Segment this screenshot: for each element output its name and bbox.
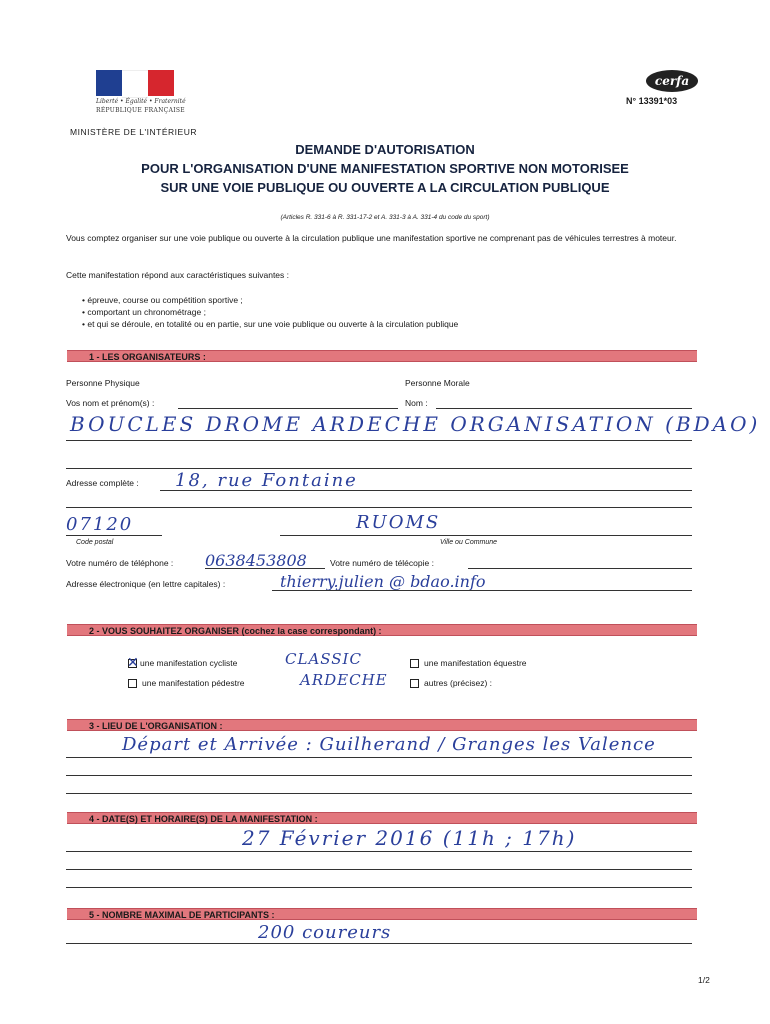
section-3-heading: 3 - LIEU DE L'ORGANISATION : xyxy=(67,719,697,731)
pedestrian-label: une manifestation pédestre xyxy=(142,678,245,688)
company-label: Nom : xyxy=(405,398,428,408)
location-line-3 xyxy=(66,793,692,794)
title-line-3: SUR UNE VOIE PUBLIQUE OU OUVERTE A LA CIRCULATION PUBLIQUE xyxy=(160,180,610,195)
list-item: • comportant un chronométrage ; xyxy=(82,306,458,318)
address-line xyxy=(160,490,692,491)
postal-code-label: Code postal xyxy=(76,539,114,546)
moral-person-label: Personne Morale xyxy=(405,378,470,388)
form-title xyxy=(40,140,730,197)
other-label: autres (précisez) : xyxy=(424,678,493,688)
name-label: Vos nom et prénom(s) : xyxy=(66,398,155,408)
city-label: Ville ou Commune xyxy=(440,539,498,546)
date-line-2 xyxy=(66,869,692,870)
participants-line xyxy=(66,943,692,944)
marianne-logo xyxy=(96,70,174,96)
date-line-1 xyxy=(66,851,692,852)
name-line xyxy=(178,408,398,409)
name-line-3 xyxy=(66,468,692,469)
republic-motto: Liberté • Égalité • Fraternité xyxy=(96,98,186,105)
city-field[interactable]: RUOMS xyxy=(356,512,441,533)
company-line xyxy=(436,408,692,409)
participants-field[interactable]: 200 coureurs xyxy=(258,922,392,943)
pedestrian-checkbox[interactable] xyxy=(128,679,137,688)
list-item: • et qui se déroule, en totalité ou en partie, sur une voie publique ou ouverte à la circulation publique xyxy=(82,318,458,330)
address-label: Adresse complète : xyxy=(66,478,139,488)
location-line-2 xyxy=(66,775,692,776)
equestrian-label: une manifestation équestre xyxy=(424,658,527,668)
physical-person-label: Personne Physique xyxy=(66,378,140,388)
ministry-name: MINISTÈRE DE L'INTÉRIEUR xyxy=(70,127,197,137)
date-time-field[interactable]: 27 Février 2016 (11h ; 17h) xyxy=(242,826,577,850)
equestrian-checkbox[interactable] xyxy=(410,659,419,668)
other-checkbox[interactable] xyxy=(410,679,419,688)
address-field[interactable]: 18, rue Fontaine xyxy=(175,470,358,491)
title-line-2: POUR L'ORGANISATION D'UNE MANIFESTATION SPORTIVE NON MOTORISEE xyxy=(141,161,629,176)
location-line-1 xyxy=(66,757,692,758)
section-2-heading: 2 - VOUS SOUHAITEZ ORGANISER (cochez la case correspondant) : xyxy=(67,624,697,636)
event-name-line-1[interactable]: CLASSIC xyxy=(285,650,362,668)
phone-label: Votre numéro de téléphone : xyxy=(66,558,174,568)
email-field[interactable]: thierry.julien @ bdao.info xyxy=(280,572,486,591)
cycling-label: une manifestation cycliste xyxy=(140,658,238,668)
postal-code-field[interactable]: 07120 xyxy=(66,514,134,535)
section-4-heading: 4 - DATE(S) ET HORAIRE(S) DE LA MANIFESTATION : xyxy=(67,812,697,824)
city-line xyxy=(280,535,692,536)
criteria-label: Cette manifestation répond aux caractéristiques suivantes : xyxy=(66,270,290,280)
phone-line xyxy=(205,568,325,569)
email-line xyxy=(272,590,692,591)
criteria-list xyxy=(82,294,458,330)
section-5-heading: 5 - NOMBRE MAXIMAL DE PARTICIPANTS : xyxy=(67,908,697,920)
cerfa-logo: cerfa xyxy=(646,70,698,92)
name-line-2 xyxy=(66,440,692,441)
republic-name: RÉPUBLIQUE FRANÇAISE xyxy=(96,107,185,114)
event-name-line-2[interactable]: ARDECHE xyxy=(300,671,388,689)
cerfa-number: N° 13391*03 xyxy=(626,96,678,106)
postal-line xyxy=(66,535,162,536)
organizer-name-field[interactable]: BOUCLES DROME ARDECHE ORGANISATION (BDAO) xyxy=(70,412,761,436)
date-line-3 xyxy=(66,887,692,888)
email-label: Adresse électronique (en lettre capitales) : xyxy=(66,579,226,589)
phone-field[interactable]: 0638453808 xyxy=(205,551,307,570)
page-number: 1/2 xyxy=(698,975,710,985)
list-item: • épreuve, course ou compétition sportive ; xyxy=(82,294,458,306)
fax-label: Votre numéro de télécopie : xyxy=(330,558,434,568)
fax-line xyxy=(468,568,692,569)
cycling-checkbox[interactable] xyxy=(128,659,137,668)
section-1-heading: 1 - LES ORGANISATEURS : xyxy=(67,350,697,362)
location-field[interactable]: Départ et Arrivée : Guilherand / Granges les Valence xyxy=(122,734,656,755)
legal-articles: (Articles R. 331-6 à R. 331-17-2 et A. 331-3 à A. 331-4 du code du sport) xyxy=(280,214,490,221)
title-line-1: DEMANDE D'AUTORISATION xyxy=(295,142,475,157)
address-line-2 xyxy=(66,507,692,508)
intro-paragraph: Vous comptez organiser sur une voie publique ou ouverte à la circulation publique une manifestation sportive ne comprenant pas de véhicules terrestres à moteur. xyxy=(66,233,677,243)
